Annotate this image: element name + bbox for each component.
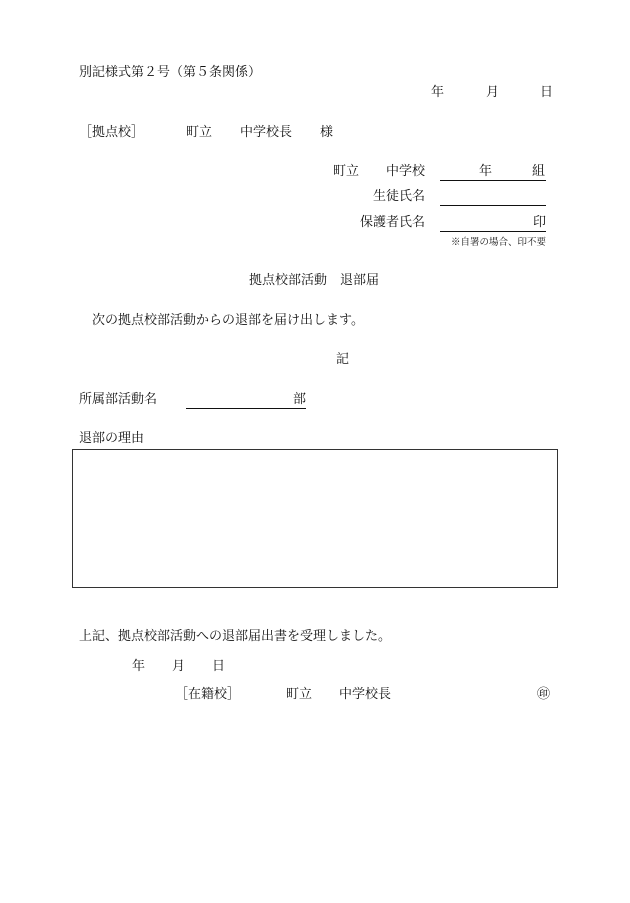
acceptance-school-type: ［在籍校］ — [175, 687, 241, 702]
addressee-honorific: 様 — [320, 125, 334, 140]
date-month: 月 — [486, 85, 500, 100]
acceptance-day: 日 — [212, 659, 226, 674]
addressee-town: 町立 — [186, 125, 213, 140]
acceptance-town: 町立 — [286, 687, 313, 702]
date-day: 日 — [540, 85, 554, 100]
acceptance-statement: 上記、拠点校部活動への退部届出書を受理しました。 — [79, 629, 392, 644]
addressee-school-type: ［拠点校］ — [79, 125, 145, 140]
reason-textbox[interactable] — [72, 449, 558, 588]
applicant-grade: 年 — [479, 164, 493, 179]
document-title: 拠点校部活動 退部届 — [249, 273, 380, 288]
club-name-field[interactable] — [186, 408, 306, 409]
acceptance-year: 年 — [132, 659, 146, 674]
form-number: 別記様式第２号（第５条関係） — [79, 65, 262, 80]
guardian-name-label: 保護者氏名 — [360, 215, 426, 230]
guardian-seal: 印 — [533, 215, 547, 230]
addressee-principal: 中学校長 — [240, 125, 293, 140]
date-year: 年 — [431, 85, 445, 100]
applicant-school: 中学校 — [386, 164, 426, 179]
seal-note: ※自署の場合、印不要 — [451, 237, 547, 248]
student-name-field[interactable] — [440, 205, 546, 206]
club-label: 所属部活動名 — [79, 392, 158, 407]
statement: 次の拠点校部活動からの退部を届け出します。 — [92, 313, 364, 328]
grade-class-underline — [440, 180, 546, 181]
guardian-name-field[interactable] — [440, 231, 546, 232]
student-name-label: 生徒氏名 — [373, 189, 426, 204]
ki-mark: 記 — [336, 352, 350, 367]
applicant-town: 町立 — [333, 164, 360, 179]
acceptance-seal-icon: ㊞ — [537, 687, 551, 702]
acceptance-month: 月 — [172, 659, 186, 674]
club-suffix: 部 — [293, 392, 307, 407]
reason-label: 退部の理由 — [79, 431, 145, 446]
applicant-class: 組 — [532, 164, 546, 179]
acceptance-principal: 中学校長 — [339, 687, 392, 702]
reason-value — [73, 450, 557, 462]
